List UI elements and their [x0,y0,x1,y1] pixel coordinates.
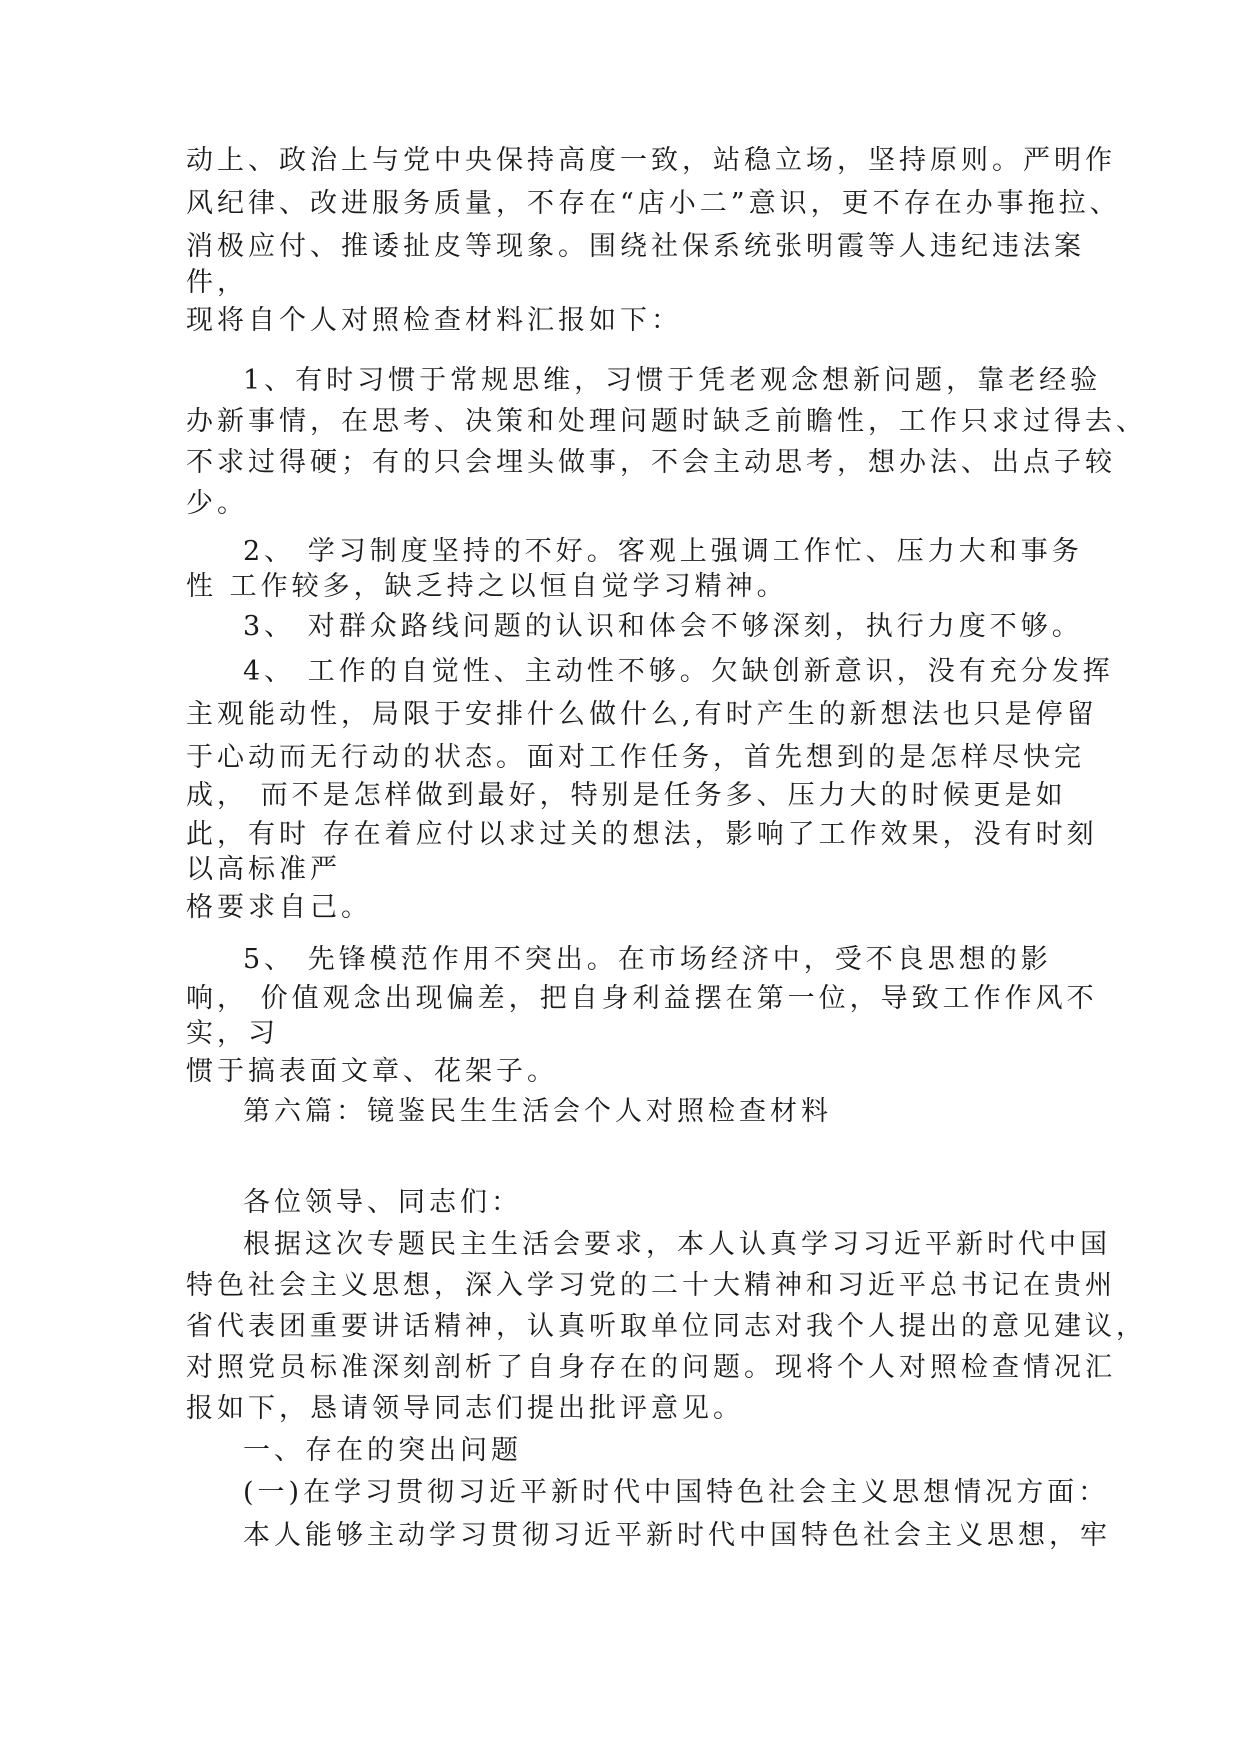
text-line: 风纪律、改进服务质量，不存在“店小二”意识，更不存在办事拖拉、 [186,188,1121,219]
text-line: 少。 [186,488,248,519]
text-line: 此，有时 存在着应付以求过关的想法，影响了工作效果，没有时刻 [186,819,1098,850]
list-item-3: 3、 对群众路线问题的认识和体会不够深刻，执行力度不够。 [243,611,1083,642]
section-heading: 第六篇：镜鉴民生生活会个人对照检查材料 [243,1096,832,1127]
text-line: 性 工作较多，缺乏持之以恒自觉学习精神。 [186,571,788,602]
text-line: 不求过得硬；有的只会埋头做事，不会主动思考，想办法、出点子较 [186,447,1116,478]
salutation: 各位领导、同志们： [243,1187,522,1218]
text-line: 实，习 [186,1018,279,1049]
list-item-1: 1、有时习惯于常规思维，习惯于凭老观念想新问题，靠老经验 [243,365,1102,396]
text-line: 格要求自己。 [186,892,372,923]
text-line: 消极应付、推诿扯皮等现象。围绕社保系统张明霞等人违纪违法案 [186,231,1085,262]
text-line: 本人能够主动学习贯彻习近平新时代中国特色社会主义思想，牢 [243,1520,1111,1551]
text-line: 动上、政治上与党中央保持高度一致，站稳立场，坚持原则。严明作 [186,145,1116,176]
text-line: 惯于搞表面文章、花架子。 [186,1056,558,1087]
text-line: 报如下，恳请领导同志们提出批评意见。 [186,1393,744,1424]
text-line: 特色社会主义思想，深入学习党的二十大精神和习近平总书记在贵州 [186,1270,1116,1301]
text-line: 成， 而不是怎样做到最好，特别是任务多、压力大的时候更是如 [186,780,1067,811]
list-item-5: 5、 先锋模范作用不突出。在市场经济中，受不良思想的影 [243,944,1052,975]
text-line: 以高标准严 [186,854,341,885]
list-item-4: 4、 工作的自觉性、主动性不够。欠缺创新意识，没有充分发挥 [243,656,1114,687]
section-heading: 一、存在的突出问题 [243,1435,522,1466]
text-line: 于心动而无行动的状态。面对工作任务，首先想到的是怎样尽快完 [186,742,1085,773]
list-item-2: 2、 学习制度坚持的不好。客观上强调工作忙、压力大和事务 [243,536,1083,567]
text-line: 办新事情，在思考、决策和处理问题时缺乏前瞻性，工作只求过得去、 [186,406,1147,437]
text-line: 现将自个人对照检查材料汇报如下： [186,305,682,336]
text-line: 响， 价值观念出现偏差，把自身利益摆在第一位，导致工作作风不 [186,983,1098,1014]
text-line: 省代表团重要讲话精神，认真听取单位同志对我个人提出的意见建议， [186,1311,1147,1342]
subsection-heading: (一)在学习贯彻习近平新时代中国特色社会主义思想情况方面： [243,1477,1110,1508]
text-line: 对照党员标准深刻剖析了自身存在的问题。现将个人对照检查情况汇 [186,1352,1116,1383]
text-line: 根据这次专题民主生活会要求，本人认真学习习近平新时代中国 [243,1229,1111,1260]
text-line: 件， [186,267,248,298]
text-line: 主观能动性，局限于安排什么做什么,有时产生的新想法也只是停留 [186,699,1098,730]
